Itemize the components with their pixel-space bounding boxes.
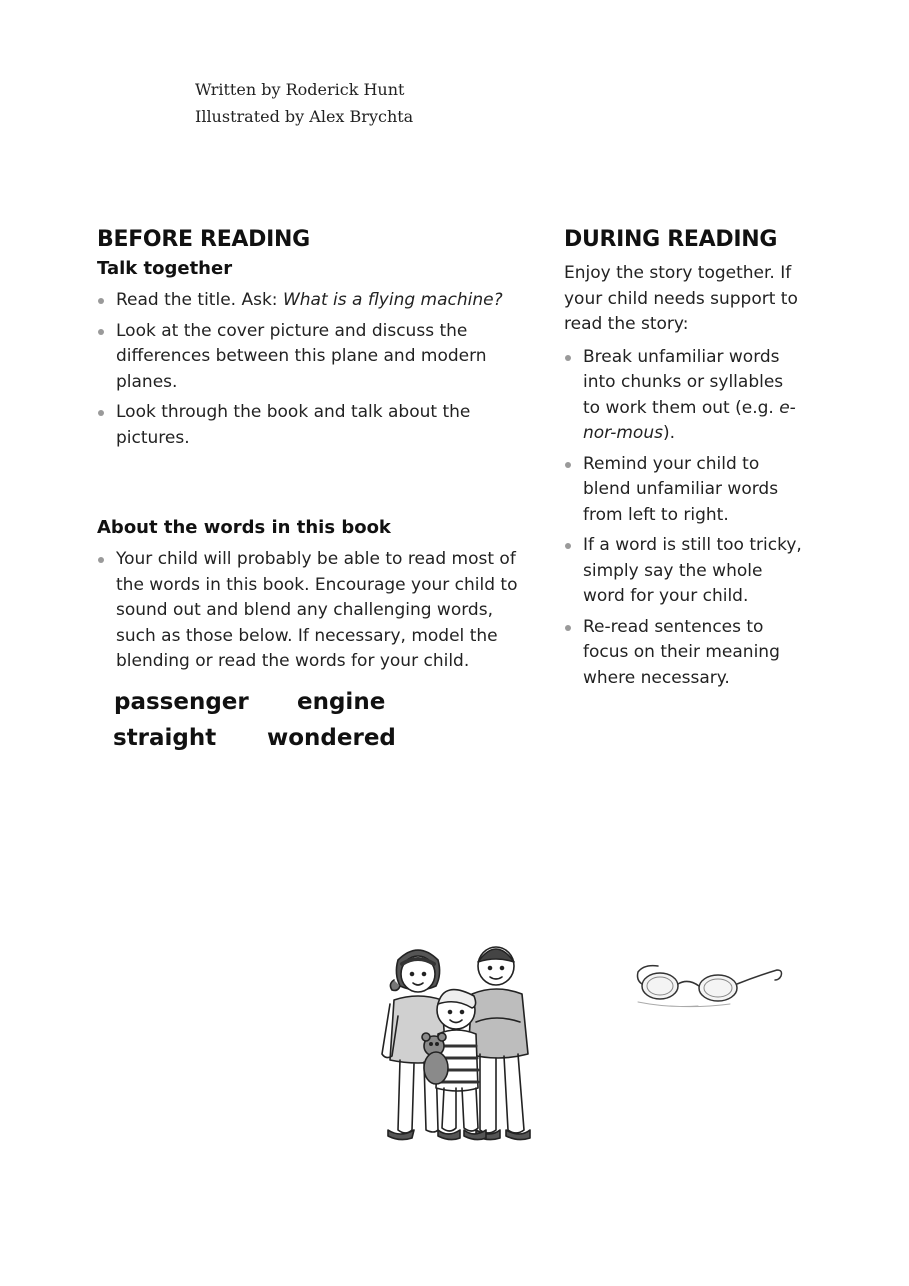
bullet-icon <box>565 355 571 361</box>
list-item-italic: What is a flying machine? <box>282 290 503 310</box>
credits <box>195 76 413 130</box>
list-item <box>97 400 527 451</box>
about-words-heading: About the words in this book <box>97 517 391 538</box>
bullet-icon <box>565 625 571 631</box>
glasses-illustration <box>630 962 788 1008</box>
bullet-icon <box>565 543 571 549</box>
right-column <box>564 226 804 696</box>
list-item-text: Break unfamiliar words into chunks or syllables to work them out (e.g. <box>583 346 784 418</box>
bullet-icon <box>98 557 104 563</box>
list-item-text: Remind your child to blend unfamiliar words from left to right. <box>583 453 779 525</box>
written-by: Written by Roderick Hunt <box>195 80 405 99</box>
list-item-text: Look through the book and talk about the pictures. <box>116 402 471 448</box>
before-reading-list <box>97 288 527 451</box>
list-item-text: Re-read sentences to focus on their meaning where necessary. <box>583 616 780 688</box>
list-item <box>564 533 804 610</box>
challenging-words <box>97 689 527 769</box>
about-words-list <box>97 547 527 675</box>
illustrated-by: Illustrated by Alex Brychta <box>195 107 414 126</box>
word-wondered: wondered <box>267 724 396 751</box>
left-column <box>97 226 527 769</box>
bullet-icon <box>98 410 104 416</box>
during-reading-heading: DURING READING <box>564 227 778 252</box>
during-reading-list <box>564 345 804 692</box>
list-item-italic: e-nor-mous <box>583 397 796 443</box>
list-item-text: Your child will probably be able to read most of the words in this book. Encourage your child to sound out and blend any challenging words, such as those below. If necessary, model the blending or read the words for your child. <box>116 549 518 671</box>
about-words-section <box>97 515 527 769</box>
list-item <box>564 615 804 692</box>
list-item <box>97 319 527 396</box>
bullet-icon <box>565 462 571 468</box>
during-reading-intro: Enjoy the story together. If your child needs support to read the story: <box>564 263 798 334</box>
list-item-text: If a word is still too tricky, simply say the whole word for your child. <box>583 535 802 606</box>
list-item <box>564 452 804 529</box>
list-item-text-after: ). <box>662 423 676 443</box>
list-item-text: Look at the cover picture and discuss the differences between this plane and modern planes. <box>116 320 487 392</box>
list-item <box>97 288 527 314</box>
word-straight: straight <box>113 724 217 751</box>
bullet-icon <box>98 298 104 304</box>
list-item-text: Read the title. Ask: <box>116 290 283 310</box>
word-engine: engine <box>297 688 386 715</box>
word-passenger: passenger <box>114 688 249 715</box>
talk-together-subheading: Talk together <box>97 258 233 279</box>
children-illustration <box>376 938 536 1156</box>
bullet-icon <box>98 329 104 335</box>
list-item <box>564 345 804 447</box>
list-item <box>97 547 527 675</box>
before-reading-heading: BEFORE READING <box>97 227 310 252</box>
